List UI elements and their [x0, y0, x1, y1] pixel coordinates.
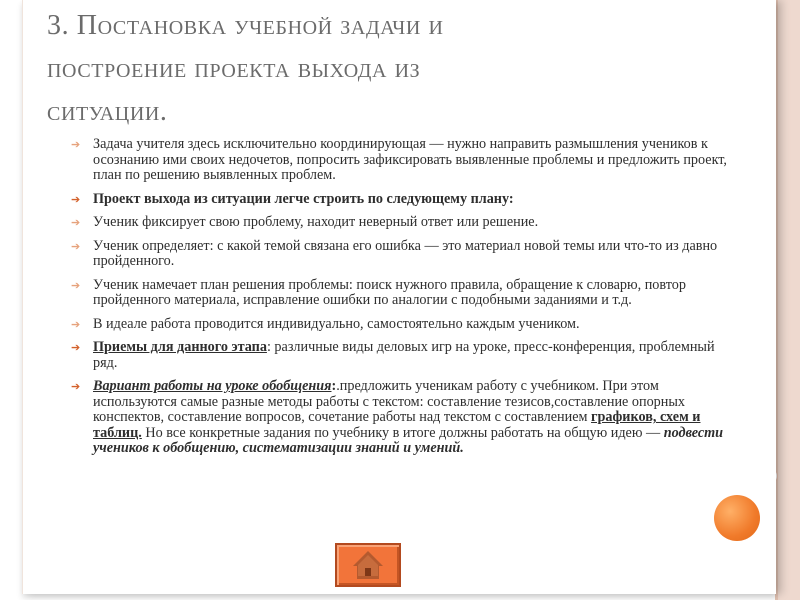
list-item [67, 379, 737, 457]
home-icon [352, 549, 384, 581]
slide-content [67, 137, 737, 465]
list-item [67, 278, 737, 309]
item-text: Ученик определяет: с какой темой связана его ошибка — это материал новой темы или что-то из давно пройденного. [93, 237, 718, 269]
item-text: Ученик фиксирует свою проблему, находит неверный ответ или решение. [93, 214, 539, 230]
home-button[interactable] [335, 543, 401, 587]
bullet-arrow-icon: ➔ [71, 217, 81, 229]
charts-link[interactable]: графиков, схем и таблиц. [93, 409, 701, 441]
item-text: Задача учителя здесь исключительно координирующая — нужно направить размышления учеников к осознанию ими своих недочетов, попросить зафиксировать выявленные проблемы и предложить проект, план по решению выявленных проблем. [93, 136, 727, 183]
item-text: : различные виды деловых игр на уроке, пресс-конференция, проблемный ряд. [93, 339, 715, 371]
bullet-arrow-icon: ➔ [71, 279, 81, 292]
title-line-1: 3. Постановка учебной задачи и [47, 10, 444, 41]
item-text: Ученик намечает план решения проблемы: поиск нужного правила, обращение к словарю, повтор пройденного материала, исправление ошибки по аналогии с подобными заданиями и т.д. [93, 276, 686, 308]
slide [22, 0, 776, 594]
bullet-arrow-icon: ➔ [71, 139, 81, 151]
list-item [67, 192, 737, 208]
title-line-3: ситуации. [47, 96, 168, 127]
techniques-link[interactable]: Приемы для данного этапа [93, 339, 267, 355]
generalization-lesson-link[interactable]: Вариант работы на уроке обобщения [93, 378, 332, 394]
title-line-2: построение проекта выхода из [47, 53, 421, 84]
item-text: В идеале работа проводится индивидуально, самостоятельно каждым учеником. [93, 315, 580, 332]
list-item [67, 340, 737, 371]
list-item [67, 215, 737, 231]
side-band [775, 0, 800, 600]
list-item [67, 137, 737, 184]
bullet-arrow-icon: ➔ [71, 240, 81, 253]
item-punct: : [331, 378, 337, 394]
item-text: .предложить ученикам работу с учебником. При этом используются самые разные методы работы с текстом: составление тезисов,составление опорных конспектов, составление вопросов, сочетание работы над текстом с составлением [93, 378, 685, 425]
slide-title [47, 4, 687, 133]
bullet-arrow-icon: ➔ [71, 193, 81, 206]
item-text: Но все конкретные задания по учебнику в итоге должны работать на общую идею — [141, 424, 664, 441]
bullet-arrow-icon: ➔ [71, 318, 81, 331]
list-item [67, 317, 737, 333]
item-text: Проект выхода из ситуации легче строить по следующему плану: [93, 190, 514, 207]
bullet-arrow-icon: ➔ [71, 342, 81, 354]
list-item [67, 239, 737, 270]
decorative-orange-circle [714, 495, 760, 541]
bullet-arrow-icon: ➔ [71, 381, 81, 393]
item-emphasis: подвести учеников к обобщению, систематизации знаний и умений. [93, 424, 724, 456]
